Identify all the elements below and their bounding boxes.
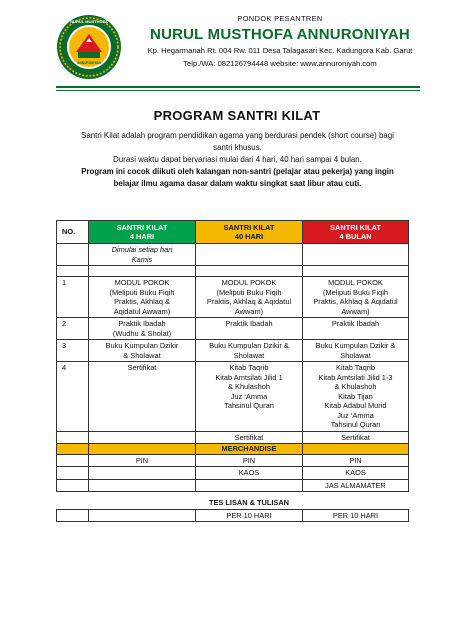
start-note: Dimulai setiap hari Kamis (89, 244, 196, 266)
row-number: 3 (57, 340, 89, 362)
intro-line: santri khusus. (213, 143, 262, 152)
header-40-hari: SANTRI KILAT 40 HARI (196, 221, 303, 244)
merch-cell: KAOS (196, 467, 303, 480)
test-label-row (57, 492, 409, 510)
table-row-1 (57, 277, 409, 318)
table-row-4 (57, 362, 409, 432)
pesantren-logo (56, 14, 122, 80)
cell-dzikir-4hari: Buku Kumpulan Dzikir & Sholawat (89, 340, 196, 362)
table-row-sertifikat (57, 431, 409, 444)
cell-ibadah-4hari: Praktik Ibadah (Wudhu & Sholat) (89, 318, 196, 340)
cell-modul-4bulan: MODUL POKOK (Meliputi Buku Fiqih Praktis, Akhlaq & Aqidatul Awwam) (303, 277, 409, 318)
cell-ibadah-40hari: Praktik Ibadah (196, 318, 303, 340)
org-address: Kp. Hegarmanah Rt. 004 Rw. 011 Desa Talagasari Kec. Kadungora Kab. Garut (147, 46, 413, 55)
header-4-bulan: SANTRI KILAT 4 BULAN (303, 221, 409, 244)
document-title: PROGRAM SANTRI KILAT (153, 108, 321, 123)
row-number: 1 (57, 277, 89, 318)
intro-line: belajar ilmu agama dasar dalam waktu singkat saat libur atau cuti. (113, 179, 362, 188)
cell-kitab-40hari: Kitab Taqrib Kitab Amtsilati Jilid 1 & Khulashoh Juz ‘Amma Tahsinul Quran (196, 362, 303, 432)
cell-sertifikat-4hari: Sertifikat (89, 362, 196, 432)
letterhead (130, 14, 430, 69)
merch-cell: PIN (89, 454, 196, 467)
merchandise-band (57, 444, 409, 455)
header-no: NO. (57, 221, 89, 244)
org-contact: Telp./WA: 082126794448 website: www.annuroniyah.com (183, 59, 377, 68)
cell-dzikir-4bulan: Buku Kumpulan Dzikir & Sholawat (303, 340, 409, 362)
header-4-hari: SANTRI KILAT 4 HARI (89, 221, 196, 244)
org-name: NURUL MUSTHOFA ANNURONIYAH (150, 26, 410, 43)
org-type: PONDOK PESANTREN (237, 14, 323, 23)
test-cell (89, 509, 196, 522)
table-row-spacer (57, 266, 409, 277)
table-row-2 (57, 318, 409, 340)
cell-kitab-4bulan: Kitab Taqrib Kitab Amtsilati Jilid 1-3 & Khulashoh Kitab Tijan Kitab Adabul Murid Juz ‘Amma Tahsinul Quran (303, 362, 409, 432)
merch-cell (89, 479, 196, 492)
cell-ibadah-4bulan: Praktik Ibadah (303, 318, 409, 340)
cell-modul-40hari: MODUL POKOK (Meliputi Buku Fiqih Praktis, Akhlaq & Aqidatul Awwam) (196, 277, 303, 318)
svg-text:NURUL MUSTHOFA: NURUL MUSTHOFA (70, 19, 108, 24)
test-row (57, 509, 409, 522)
cell-sertifikat-40hari: Sertifikat (196, 431, 303, 444)
row-number: 4 (57, 362, 89, 432)
merch-cell: KAOS (303, 467, 409, 480)
intro-line: Santri Kilat adalah program pendidikan agama yang berdurasi pendek (short course) bagi (81, 131, 394, 140)
merchandise-label: MERCHANDISE (196, 444, 303, 455)
intro-text (60, 130, 415, 190)
merch-cell: PIN (303, 454, 409, 467)
program-table (56, 220, 409, 522)
intro-line: Durasi waktu dapat bervariasi mulai dari 4 hari, 40 hari sampai 4 bulan. (113, 155, 362, 164)
table-row-3 (57, 340, 409, 362)
merch-cell: PIN (196, 454, 303, 467)
letterhead-rule-thick (56, 86, 420, 88)
merch-cell (89, 467, 196, 480)
merch-row (57, 479, 409, 492)
svg-text:ANNURONIYAH: ANNURONIYAH (77, 61, 101, 65)
test-label: TES LISAN & TULISAN (208, 498, 290, 507)
merch-cell (196, 479, 303, 492)
table-row-note (57, 244, 409, 266)
cell-dzikir-40hari: Buku Kumpulan Dzikir & Sholawat (196, 340, 303, 362)
merch-row (57, 467, 409, 480)
letterhead-rule-thin (56, 90, 420, 91)
merch-cell: JAS ALMAMATER (303, 479, 409, 492)
row-number: 2 (57, 318, 89, 340)
merch-row (57, 454, 409, 467)
cell-sertifikat-4bulan: Sertifikat (303, 431, 409, 444)
test-cell: PER 10 HARI (303, 509, 409, 522)
table-header-row (57, 221, 409, 244)
intro-line: Program ini cocok diikuti oleh kalangan non-santri (pelajar atau pekerja) yang ingin (81, 167, 394, 176)
cell-modul-4hari: MODUL POKOK (Meliputi Buku Fiqih Praktis, Akhlaq & Aqidatul Awwam) (89, 277, 196, 318)
test-cell: PER 10 HARI (196, 509, 303, 522)
